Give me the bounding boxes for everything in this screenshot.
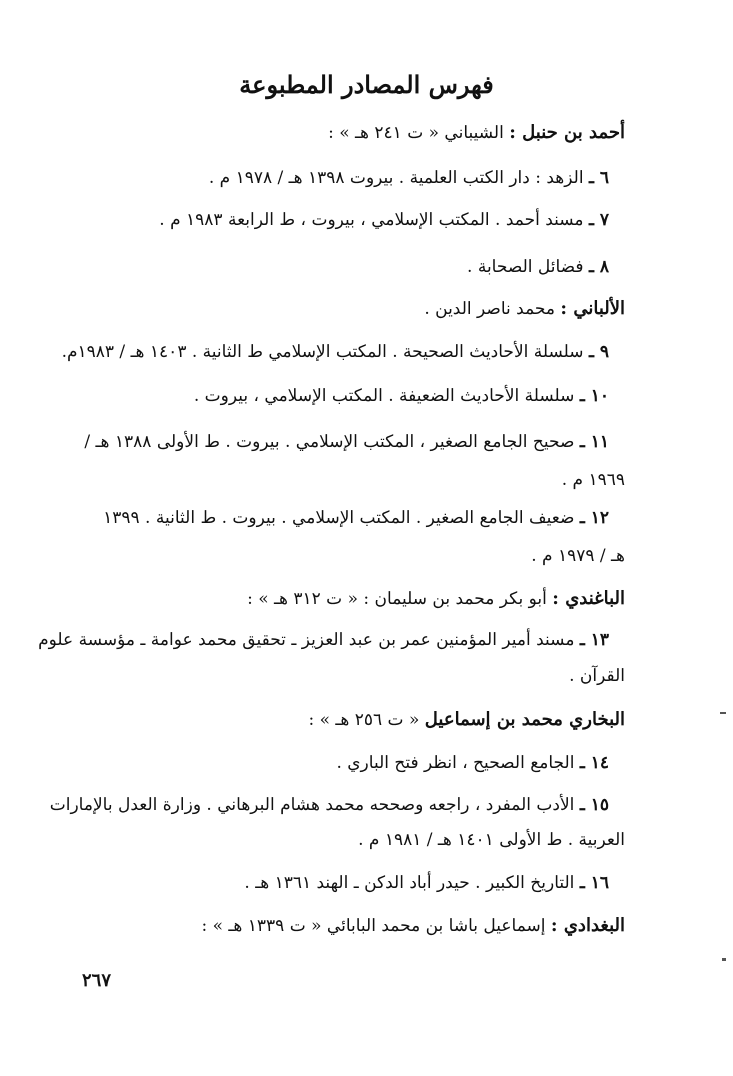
page-number: ٢٦٧ bbox=[82, 970, 112, 991]
bibliography-line bbox=[159, 210, 609, 230]
scan-mark bbox=[720, 712, 726, 714]
entry-number: ١٢ ـ bbox=[579, 508, 609, 528]
bibliography-line bbox=[569, 666, 625, 686]
entry-number: ٩ ـ bbox=[588, 342, 609, 362]
entry-text: التاريخ الكبير . حيدر أباد الدكن ـ الهند ١٣٦١ هـ . bbox=[244, 873, 580, 893]
entry-text: ١٩٦٩ م . bbox=[561, 470, 625, 490]
entry-number: ١٥ ـ bbox=[579, 795, 609, 815]
entry-text: مسند أمير المؤمنين عمر بن عبد العزيز ـ تحقيق محمد عوامة ـ مؤسسة علوم bbox=[38, 630, 580, 650]
entry-text: محمد ناصر الدين . bbox=[424, 299, 561, 319]
bibliography-line bbox=[38, 630, 609, 650]
author-name: البغدادي : bbox=[550, 915, 625, 936]
entry-text: الشيباني « ت ٢٤١ هـ » : bbox=[328, 123, 510, 143]
author-name: أحمد بن حنبل : bbox=[509, 122, 625, 143]
bibliography-line bbox=[62, 342, 609, 362]
entry-text: سلسلة الأحاديث الضعيفة . المكتب الإسلامي ، بيروت . bbox=[193, 386, 580, 406]
scan-mark bbox=[722, 958, 726, 961]
entry-text: العربية . ط الأولى ١٤٠١ هـ / ١٩٨١ م . bbox=[358, 830, 625, 850]
bibliography-line bbox=[244, 873, 609, 893]
entry-number: ١٠ ـ bbox=[579, 386, 609, 406]
bibliography-line bbox=[50, 795, 609, 815]
bibliography-line bbox=[328, 122, 625, 143]
bibliography-line bbox=[336, 753, 609, 773]
entry-text: إسماعيل باشا بن محمد البابائي « ت ١٣٣٩ هـ » : bbox=[201, 916, 551, 936]
entry-text: أبو بكر محمد بن سليمان : « ت ٣١٢ هـ » : bbox=[247, 589, 553, 609]
bibliography-line bbox=[358, 830, 625, 850]
entry-text: الأدب المفرد ، راجعه وصححه محمد هشام البرهاني . وزارة العدل بالإمارات bbox=[49, 795, 580, 815]
entry-number: ١٤ ـ bbox=[579, 753, 609, 773]
bibliography-line bbox=[531, 546, 625, 566]
entry-number: ٧ ـ bbox=[588, 210, 609, 230]
bibliography-line bbox=[424, 298, 625, 319]
page-title: فهرس المصادر المطبوعة bbox=[239, 70, 494, 99]
bibliography-line bbox=[103, 508, 609, 528]
bibliography-line bbox=[467, 257, 609, 277]
entry-text: « ت ٢٥٦ هـ » : bbox=[308, 710, 425, 730]
entry-number: ١٦ ـ bbox=[579, 873, 609, 893]
entry-text: القرآن . bbox=[569, 666, 625, 686]
entry-number: ١١ ـ bbox=[579, 432, 609, 452]
entry-text: فضائل الصحابة . bbox=[467, 257, 589, 277]
entry-text: صحيح الجامع الصغير ، المكتب الإسلامي . بيروت . ط الأولى ١٣٨٨ هـ / bbox=[84, 432, 580, 452]
bibliography-line bbox=[562, 470, 625, 490]
entry-text: هـ / ١٩٧٩ م . bbox=[531, 546, 625, 566]
bibliography-line bbox=[201, 915, 625, 936]
bibliography-line bbox=[308, 709, 625, 730]
entry-number: ٨ ـ bbox=[588, 257, 609, 277]
entry-number: ١٣ ـ bbox=[579, 630, 609, 650]
entry-text: مسند أحمد . المكتب الإسلامي ، بيروت ، ط الرابعة ١٩٨٣ م . bbox=[159, 210, 589, 230]
author-name: الباغندي : bbox=[552, 588, 625, 609]
entry-text: الجامع الصحيح ، انظر فتح الباري . bbox=[336, 753, 580, 773]
entry-text: ضعيف الجامع الصغير . المكتب الإسلامي . بيروت . ط الثانية . ١٣٩٩ bbox=[103, 508, 580, 528]
bibliography-line bbox=[247, 588, 625, 609]
bibliography-line bbox=[194, 386, 609, 406]
author-name: الألباني : bbox=[560, 298, 625, 319]
bibliography-line bbox=[209, 168, 609, 188]
author-name: البخاري محمد بن إسماعيل bbox=[424, 709, 625, 730]
bibliography-line bbox=[84, 432, 609, 452]
entry-number: ٦ ـ bbox=[588, 168, 609, 188]
entry-text: الزهد : دار الكتب العلمية . بيروت ١٣٩٨ هـ / ١٩٧٨ م . bbox=[208, 168, 589, 188]
entry-text: سلسلة الأحاديث الصحيحة . المكتب الإسلامي ط الثانية . ١٤٠٣ هـ / ١٩٨٣م. bbox=[61, 342, 589, 362]
